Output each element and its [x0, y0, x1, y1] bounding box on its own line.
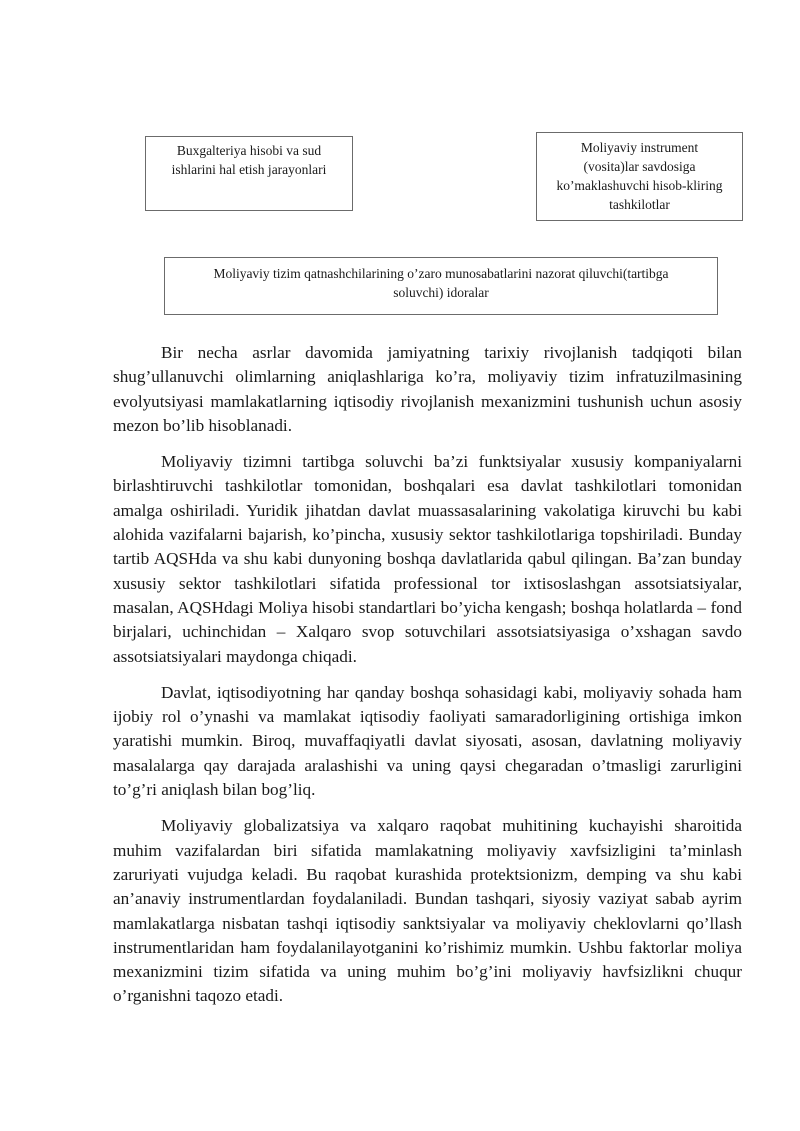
box-text-line: ko’maklashuvchi hisob-kliring: [556, 178, 723, 193]
paragraph: Moliyaviy globalizatsiya va xalqaro raqobat muhitining kuchayishi sharoitida muhim vazifalardan biri sifatida mamlakatning moliyaviy xavfsizligini ta’minlash zaruriyati vujudga keladi. Bu raqobat kurashida protektsionizm, demping va shu kabi an’anaviy instrumentlardan foydalaniladi. Bundan tashqari, siyosiy vaziyat sabab ayrim mamlakatlarga nisbatan tashqi iqtisodiy sanktsiyalar va moliyaviy cheklovlarni qo’llash instrumentlaridan ham foydalanilayotganini ko’rishimiz mumkin. Ushbu faktorlar moliya mexanizmini tizim sifatida va uning muhim bo’g’ini moliyaviy havfsizlikni chuqur o’rganishni taqozo etadi.: [113, 816, 742, 1006]
paragraph: Moliyaviy tizimni tartibga soluvchi ba’zi funktsiyalar xususiy kompaniyalarni birlashtiruvchi tashkilotlar tomonidan, boshqalari esa davlat tashkilotlari tomonidan amalga oshiriladi. Yuridik jihatdan davlat muassasalarining vakolatiga kiruvchi bu kabi alohida vazifalarni bajarish, ko’pincha, xususiy sektor tashkilotlariga topshiriladi. Bunday tartib AQSHda va shu kabi dunyoning boshqa davlatlarida qabul qilingan. Ba’zan bunday xususiy sektor tashkilotlari sifatida professional tor ixtisoslashgan assotsiatsiyalar, masalan, AQSHdagi Moliya hisobi standartlari bo’yicha kengash; boshqa holatlarda – fond birjalari, uchinchidan – Xalqaro svop sotuvchilari assotsiatsiyasiga o’xshagan savdo assotsiatsiyalari maydonga chiqadi.: [113, 452, 742, 666]
paragraph: Davlat, iqtisodiyotning har qanday boshqa sohasidagi kabi, moliyaviy sohada ham ijobiy rol o’ynashi va mamlakat iqtisodiy faoliyati samaradorligining ortishiga imkon yaratishi mumkin. Biroq, muvaffaqiyatli davlat siyosati, asosan, davlatning moliyaviy masalalarga qay darajada aralashishi va uning qaysi chegaradan o’tmasligi zarurligini to’g’ri aniqlash bilan bog’liq.: [113, 682, 742, 800]
diagram-box-clearing: [536, 132, 743, 221]
box-text-line: (vosita)lar savdosiga: [583, 159, 696, 174]
box-text-line: Moliyaviy instrument: [580, 140, 699, 155]
box-text-line: Moliyaviy tizim qatnashchilarining o’zaro munosabatlarini nazorat qiluvchi(tartibga: [213, 266, 669, 281]
paragraph: Bir necha asrlar davomida jamiyatning tarixiy rivojlanish tadqiqoti bilan shug’ullanuvchi olimlarning aniqlashlariga ko’ra, moliyaviy tizim infratuzilmasining evolyutsiyasi mamlakatlarning iqtisodiy rivojlanish mexanizmini tushunish uchun asosiy mezon bo’lib hisoblanadi.: [113, 343, 742, 435]
diagram-box-regulators: [164, 257, 718, 315]
diagram-box-accounting: [145, 136, 353, 211]
box-text-line: soluvchi) idoralar: [393, 285, 489, 300]
box-text-line: tashkilotlar: [609, 197, 670, 212]
box-text-line: ishlarini hal etish jarayonlari: [171, 162, 327, 177]
document-body: [113, 341, 742, 1021]
box-text-line: Buxgalteriya hisobi va sud: [176, 143, 322, 158]
